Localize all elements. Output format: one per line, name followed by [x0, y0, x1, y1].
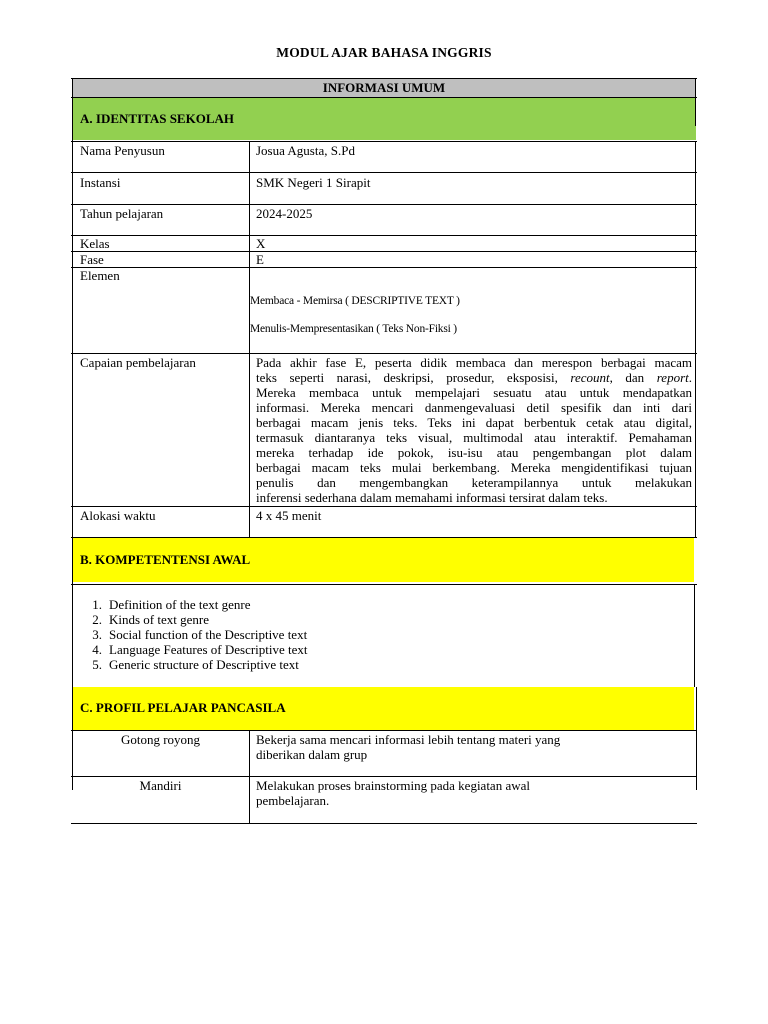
capaian-line: berbagai macam teks mulai berkembang. Mereka mengidentifikasi tujuan — [256, 460, 692, 475]
profil-label-mandiri: Mandiri — [139, 778, 182, 793]
section-a-heading: A. IDENTITAS SEKOLAH — [80, 111, 234, 126]
table-border — [71, 584, 697, 585]
row-label-elemen: Elemen — [80, 268, 120, 283]
table-border — [695, 141, 696, 537]
section-b-heading: B. KOMPETENTENSI AWAL — [80, 552, 251, 567]
row-label-alokasi-waktu: Alokasi waktu — [80, 508, 156, 523]
kompetensi-item: 4. Language Features of Descriptive text — [92, 642, 308, 657]
table-border — [71, 267, 697, 268]
table-border — [71, 353, 697, 354]
kompetensi-item: 2. Kinds of text genre — [92, 612, 210, 627]
kompetensi-item: 1. Definition of the text genre — [92, 597, 251, 612]
elemen-value-2: Menulis-Mempresentasikan ( Teks Non-Fiksi ) — [250, 323, 457, 335]
capaian-paragraph — [256, 355, 692, 505]
profil-value-gotong-royong-1: Bekerja sama mencari informasi lebih tentang materi yang — [256, 732, 561, 747]
kompetensi-item: 3. Social function of the Descriptive text — [92, 627, 308, 642]
row-label-capaian: Capaian pembelajaran — [80, 355, 196, 370]
row-value-fase: E — [256, 252, 264, 267]
profil-value-gotong-royong-2: diberikan dalam grup — [256, 747, 368, 762]
table-border — [694, 584, 695, 687]
table-border — [71, 251, 697, 252]
table-border — [71, 97, 697, 98]
row-value-instansi: SMK Negeri 1 Sirapit — [256, 175, 371, 190]
capaian-line: termasuk diantaranya teks visual, multimodal atau interaktif. Pemahaman — [256, 430, 692, 445]
row-label-nama-penyusun: Nama Penyusun — [80, 143, 165, 158]
row-value-alokasi-waktu: 4 x 45 menit — [256, 508, 322, 523]
capaian-line: informasi. Mereka mencari danmengevaluasi detil spesifik dan inti dari — [256, 400, 692, 415]
profil-value-mandiri-2: pembelajaran. — [256, 793, 330, 808]
table-border — [71, 730, 697, 731]
table-border — [71, 823, 697, 824]
row-label-fase: Fase — [80, 252, 104, 267]
row-label-kelas: Kelas — [80, 236, 110, 251]
capaian-line: penulis dan mengembangkan keterampilannya untuk melakukan — [256, 475, 692, 490]
row-value-tahun-pelajaran: 2024-2025 — [256, 206, 313, 221]
table-border — [695, 78, 696, 126]
table-border — [696, 687, 697, 790]
table-border — [71, 537, 697, 538]
capaian-line: inferensi sederhana dalam memahami informasi tersirat dalam teks. — [256, 490, 608, 505]
table-border — [249, 141, 250, 537]
table-border — [71, 235, 697, 236]
kompetensi-item: 5. Generic structure of Descriptive text — [92, 657, 299, 672]
profil-label-gotong-royong: Gotong royong — [120, 732, 201, 747]
capaian-line: mereka terhadap ide pokok, isu-isu atau pengembangan plot dalam — [256, 445, 692, 460]
table-border — [71, 204, 697, 205]
row-label-tahun-pelajaran: Tahun pelajaran — [80, 206, 164, 221]
table-border — [71, 506, 697, 507]
table-border — [71, 172, 697, 173]
table-border — [71, 141, 697, 142]
elemen-value-1: Membaca - Memirsa ( DESCRIPTIVE TEXT ) — [250, 295, 460, 307]
kompetensi-list — [80, 597, 308, 672]
profil-value-mandiri-1: Melakukan proses brainstorming pada kegiatan awal — [256, 778, 530, 793]
table-border — [71, 776, 697, 777]
capaian-line: Pada akhir fase E, peserta didik membaca dan merespon berbagai macam — [256, 355, 692, 370]
section-c-heading: C. PROFIL PELAJAR PANCASILA — [80, 700, 286, 715]
capaian-line: berbagai macam jenis teks. Teks ini dapat berbentuk cetak atau digital, — [256, 415, 692, 430]
general-info-header: INFORMASI UMUM — [322, 80, 446, 95]
table-border — [249, 730, 250, 823]
table-border — [71, 78, 697, 79]
row-value-kelas: X — [256, 236, 266, 251]
capaian-line: Mereka membaca untuk mempelajari sesuatu atau untuk mendapatkan — [256, 385, 692, 400]
table-border — [72, 78, 73, 790]
row-label-instansi: Instansi — [80, 175, 121, 190]
row-value-nama-penyusun: Josua Agusta, S.Pd — [256, 143, 355, 158]
document-title: MODUL AJAR BAHASA INGGRIS — [276, 45, 492, 60]
capaian-line: teks seperti narasi, deskripsi, prosedur, eksposisi, recount, dan report. — [256, 370, 692, 385]
